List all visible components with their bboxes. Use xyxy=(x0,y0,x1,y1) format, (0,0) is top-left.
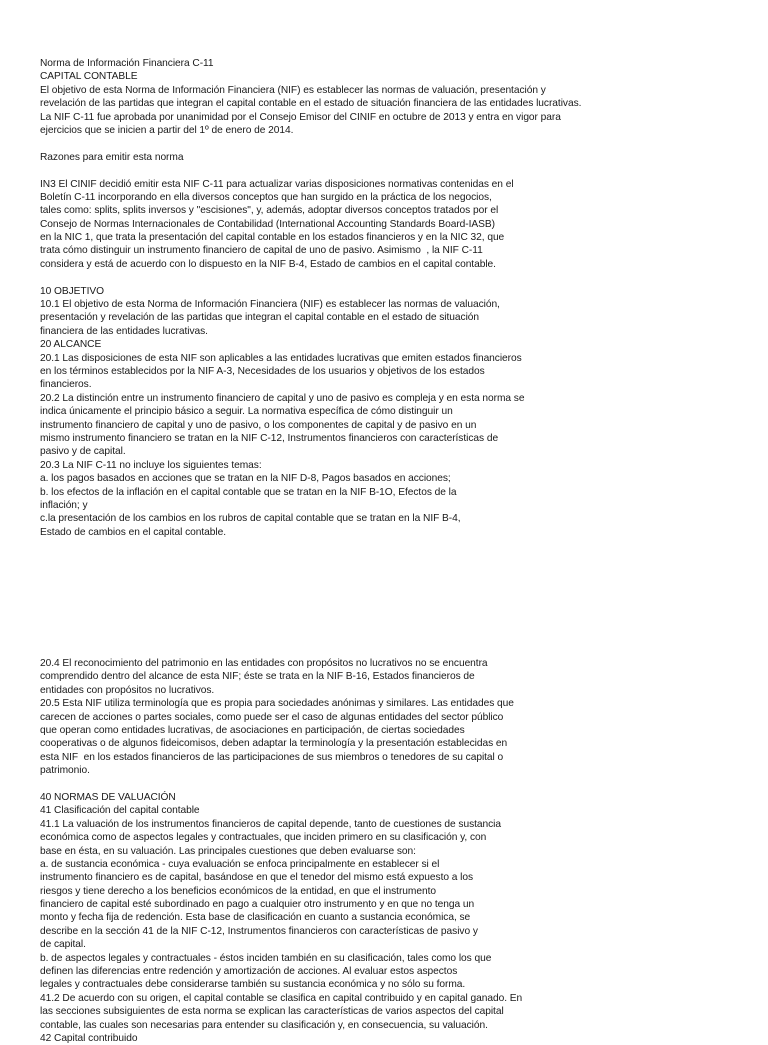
section-normas-valuacion xyxy=(40,791,740,1044)
document-header-block xyxy=(40,57,740,137)
text-line: 41.1 La valuación de los instrumentos financieros de capital depende, tanto de cuestiones de sustancia xyxy=(40,818,502,830)
text-line: instrumento financiero es de capital, basándose en que el tenedor del mismo está expuesto a los xyxy=(40,872,474,884)
text-line: monto y fecha fija de redención. Esta base de clasificación en cuanto a sustancia económica, se xyxy=(40,912,471,924)
text-line: Estado de cambios en el capital contable. xyxy=(40,526,226,538)
text-line: presentación y revelación de las partidas que integran el capital contable en el estado de situación xyxy=(40,312,480,324)
text-line: de capital. xyxy=(40,939,86,951)
text-line: Consejo de Normas Internacionales de Contabilidad (International Accounting Standards Board-IASB) xyxy=(40,218,495,230)
blank-space xyxy=(40,539,740,657)
text-line: 20.5 Esta NIF utiliza terminología que es propia para sociedades anónimas y similares. Las entidades que xyxy=(40,698,514,710)
text-line: entidades con propósitos no lucrativos. xyxy=(40,684,215,696)
text-line: instrumento financiero de capital y uno de pasivo, o los componentes de capital y de pasivo en un xyxy=(40,419,477,431)
text-line: definen las diferencias entre redención y amortización de acciones. Al evaluar estos aspectos xyxy=(40,966,458,978)
text-line: patrimonio. xyxy=(40,765,90,777)
text-line: a. los pagos basados en acciones que se tratan en la NIF D-8, Pagos basados en acciones; xyxy=(40,473,451,485)
text-line: contable, las cuales son necesarias para entender su clasificación y, en consecuencia, su valuación. xyxy=(40,1019,488,1031)
text-line: 20.1 Las disposiciones de esta NIF son aplicables a las entidades lucrativas que emiten estados financieros xyxy=(40,352,522,364)
document-subtitle: CAPITAL CONTABLE xyxy=(40,71,138,83)
spacer xyxy=(40,137,740,150)
text-line: en los términos establecidos por la NIF A-3, Necesidades de los usuarios y objetivos de los estados xyxy=(40,365,485,377)
text-line: La NIF C-11 fue aprobada por unanimidad por el Consejo Emisor del CINIF en octubre de 2013 y entra en vigor para xyxy=(40,111,561,123)
text-line: trata cómo distinguir un instrumento financiero de capital de uno de pasivo. Asimismo , la NIF C-11 xyxy=(40,245,483,257)
document-page xyxy=(40,57,740,1044)
text-line: financiera de las entidades lucrativas. xyxy=(40,325,208,337)
text-line: inflación; y xyxy=(40,499,88,511)
text-line: El objetivo de esta Norma de Información Financiera (NIF) es establecer las normas de valuación, presentación y xyxy=(40,84,546,96)
text-line: describe en la sección 41 de la NIF C-12, Instrumentos financieros con características de pasivo y xyxy=(40,925,478,937)
text-line: riesgos y tiene derecho a los beneficios económicos de la entidad, en que el instrumento xyxy=(40,885,436,897)
text-line: considera y está de acuerdo con lo dispuesto en la NIF B-4, Estado de cambios en el capital contable. xyxy=(40,258,496,270)
spacer xyxy=(40,271,740,284)
document-title: Norma de Información Financiera C-11 xyxy=(40,58,214,69)
text-line: que operan como entidades lucrativas, de asociaciones en participación, de ciertas sociedades xyxy=(40,725,465,737)
text-line: 10.1 El objetivo de esta Norma de Información Financiera (NIF) es establecer las normas de valuación, xyxy=(40,299,500,311)
text-line: financieros. xyxy=(40,379,92,391)
text-line: a. de sustancia económica - cuya evaluación se enfoca principalmente en establecer si el xyxy=(40,858,440,870)
text-line: 20.4 El reconocimiento del patrimonio en las entidades con propósitos no lucrativos no se encuentra xyxy=(40,658,488,670)
text-line: base en ésta, en su valuación. Las principales cuestiones que deben evaluarse son: xyxy=(40,845,416,857)
text-line: tales como: splits, splits inversos y "escisiones", y, además, adoptar diversos conceptos tratados por el xyxy=(40,205,499,217)
spacer xyxy=(40,778,740,791)
paragraph-20-4-20-5 xyxy=(40,657,740,778)
text-line: 20.3 La NIF C-11 no incluye los siguientes temas: xyxy=(40,459,262,471)
subsection-heading: 42 Capital contribuido xyxy=(40,1033,138,1044)
text-line: c.la presentación de los cambios en los rubros de capital contable que se tratan en la NIF B-4, xyxy=(40,513,461,525)
section-heading: 10 OBJETIVO xyxy=(40,285,104,297)
text-line: 20.2 La distinción entre un instrumento financiero de capital y uno de pasivo es compleja y en esta norma se xyxy=(40,392,525,404)
text-line: financiero de capital esté subordinado en pago a cualquier otro instrumento y en que no tenga un xyxy=(40,899,475,911)
text-line: revelación de las partidas que integran el capital contable en el estado de situación financiera de las entidades lucrativas. xyxy=(40,98,582,110)
section-heading: 20 ALCANCE xyxy=(40,339,102,351)
section-heading: 40 NORMAS DE VALUACIÓN xyxy=(40,791,176,803)
section-objetivo-alcance xyxy=(40,285,740,539)
text-line: económica como de aspectos legales y contractuales, que inciden primero en su clasificación y, con xyxy=(40,832,487,844)
spacer xyxy=(40,164,740,177)
text-line: Boletín C-11 incorporando en ella diversos conceptos que han surgido en la práctica de los negocios, xyxy=(40,191,492,203)
text-line: pasivo y de capital. xyxy=(40,446,126,458)
text-line: comprendido dentro del alcance de esta NIF; éste se trata en la NIF B-16, Estados financieros de xyxy=(40,671,475,683)
text-line: mismo instrumento financiero se tratan en la NIF C-12, Instrumentos financieros con características de xyxy=(40,432,499,444)
text-line: legales y contractuales debe considerarse también su sustancia económica y no sólo su forma. xyxy=(40,979,466,991)
text-line: carecen de acciones o partes sociales, como puede ser el caso de algunas entidades del sector público xyxy=(40,711,504,723)
paragraph-in3 xyxy=(40,178,740,272)
text-line: 41.2 De acuerdo con su origen, el capital contable se clasifica en capital contribuido y en capital ganado. En xyxy=(40,992,523,1004)
text-line: esta NIF en los estados financieros de las participaciones de sus miembros o tenedores de su capital o xyxy=(40,751,504,763)
text-line: indica únicamente el principio básico a seguir. La normativa específica de cómo distinguir un xyxy=(40,406,453,418)
section-heading: Razones para emitir esta norma xyxy=(40,151,184,163)
text-line: IN3 El CINIF decidió emitir esta NIF C-11 para actualizar varias disposiciones normativas contenidas en el xyxy=(40,178,514,190)
text-line: las secciones subsiguientes de esta norma se explican las características de varios aspectos del capital xyxy=(40,1006,504,1018)
text-line: cooperativas o de algunos fideicomisos, deben adaptar la terminología y la presentación establecidas en xyxy=(40,738,508,750)
subsection-heading: 41 Clasificación del capital contable xyxy=(40,805,200,817)
text-line: b. de aspectos legales y contractuales - éstos inciden también en su clasificación, tales como los que xyxy=(40,952,492,964)
text-line: b. los efectos de la inflación en el capital contable que se tratan en la NIF B-1O, Efectos de la xyxy=(40,486,457,498)
text-line: en la NIC 1, que trata la presentación del capital contable en los estados financieros y en la NIC 32, que xyxy=(40,232,505,244)
text-line: ejercicios que se inicien a partir del 1º de enero de 2014. xyxy=(40,124,294,136)
